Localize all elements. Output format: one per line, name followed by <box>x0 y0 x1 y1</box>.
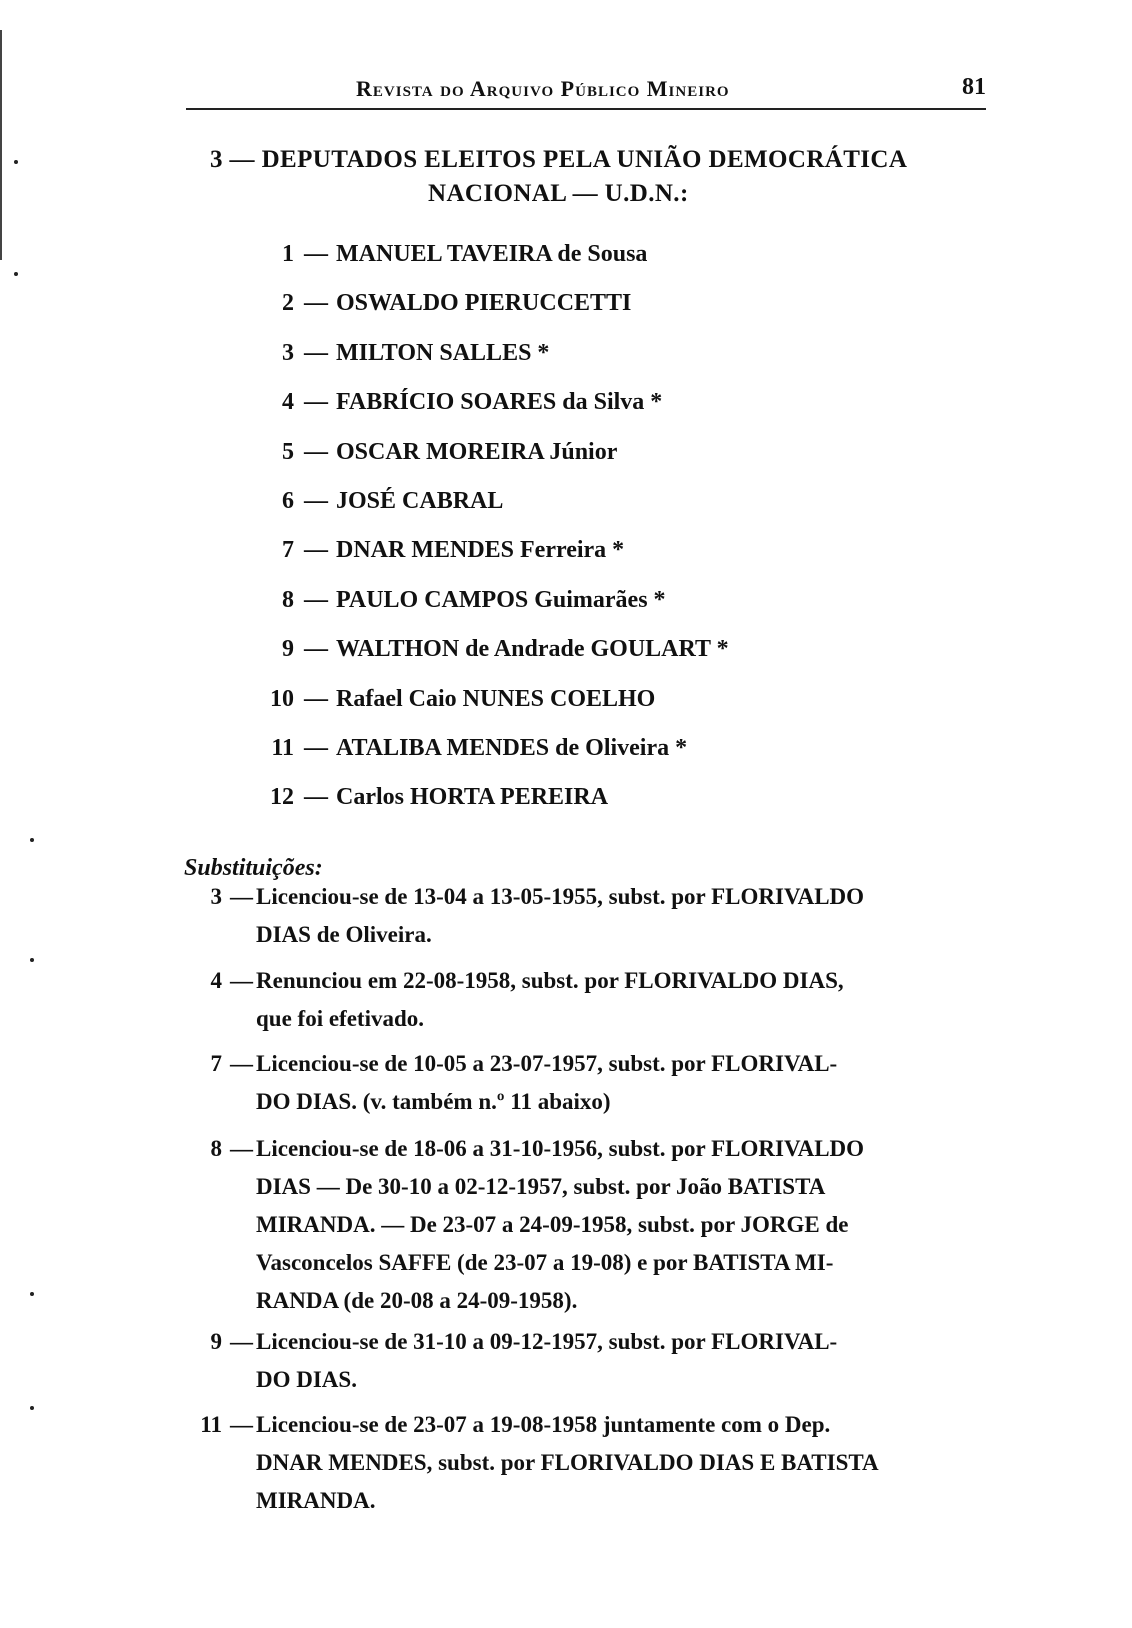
substitution-number: 7 <box>210 1051 222 1076</box>
deputy-item <box>258 683 858 732</box>
deputy-number: 1 <box>282 241 294 267</box>
dash: — <box>304 685 328 712</box>
deputy-name: Rafael Caio NUNES COELHO <box>336 685 656 712</box>
deputy-name: OSWALDO PIERUCCETTI <box>336 290 632 317</box>
deputy-list <box>258 238 858 831</box>
deputy-number: 5 <box>282 438 294 465</box>
substitution-line: Licenciou-se de 23-07 a 19-08-1958 juntamente com o Dep. <box>256 1412 831 1437</box>
deputy-item <box>258 287 858 336</box>
dash: — <box>304 586 328 613</box>
substitution-line: Renunciou em 22-08-1958, subst. por FLORIVALDO DIAS, <box>256 968 844 993</box>
substitution-line: Licenciou-se de 31-10 a 09-12-1957, subst. por FLORIVAL- <box>256 1329 838 1354</box>
substitution-number: 11 <box>200 1412 222 1437</box>
deputy-item <box>258 534 858 583</box>
substitution-line: MIRANDA. — De 23-07 a 24-09-1958, subst. por JORGE de <box>256 1212 849 1237</box>
scan-speck <box>30 1292 34 1296</box>
substitution-text <box>256 1323 978 1399</box>
deputy-item <box>258 584 858 633</box>
dash: — <box>230 968 253 993</box>
dash: — <box>304 290 328 317</box>
deputy-number: 4 <box>282 389 294 416</box>
substitution-line: DNAR MENDES, subst. por FLORIVALDO DIAS E BATISTA <box>256 1450 879 1475</box>
deputy-name: MANUEL TAVEIRA de Sousa <box>336 241 648 267</box>
margin-scan-line <box>0 30 2 260</box>
deputy-number: 2 <box>282 290 294 317</box>
deputy-name: DNAR MENDES Ferreira * <box>336 537 625 564</box>
substitution-text <box>256 1130 978 1320</box>
dash: — <box>230 1136 253 1161</box>
deputy-item <box>258 633 858 682</box>
deputy-name: FABRÍCIO SOARES da Silva * <box>336 389 663 416</box>
deputy-name: Carlos HORTA PEREIRA <box>336 784 609 811</box>
deputy-item <box>258 485 858 534</box>
dash: — <box>230 1412 253 1437</box>
substitution-line: Licenciou-se de 10-05 a 23-07-1957, subst. por FLORIVAL- <box>256 1051 838 1076</box>
deputy-item <box>258 386 858 435</box>
substitution-text <box>256 962 978 1038</box>
deputy-number: 8 <box>282 586 294 613</box>
substitution-text <box>256 878 978 954</box>
substitution-line: Licenciou-se de 18-06 a 31-10-1956, subst. por FLORIVALDO <box>256 1136 865 1161</box>
substitution-line: DIAS — De 30-10 a 02-12-1957, subst. por João BATISTA <box>256 1174 826 1199</box>
deputy-name: JOSÉ CABRAL <box>336 487 504 514</box>
journal-title: Revista do Arquivo Público Mineiro <box>356 76 730 101</box>
deputy-number: 11 <box>271 734 294 761</box>
deputy-item <box>258 238 858 287</box>
substitution-number: 9 <box>210 1329 222 1354</box>
deputy-name: ATALIBA MENDES de Oliveira * <box>336 734 688 761</box>
dash: — <box>304 734 328 761</box>
deputy-item <box>258 732 858 781</box>
section-heading <box>210 143 970 211</box>
dash: — <box>304 784 328 811</box>
section-heading-line-2: NACIONAL — U.D.N.: <box>428 180 689 207</box>
deputy-number: 12 <box>270 784 294 811</box>
deputy-number: 7 <box>282 537 294 564</box>
scan-speck <box>14 160 18 164</box>
section-heading-line-1: 3 — DEPUTADOS ELEITOS PELA UNIÃO DEMOCRÁTICA <box>210 146 908 173</box>
dash: — <box>304 438 328 465</box>
substitution-line: DIAS de Oliveira. <box>256 922 432 947</box>
scan-speck <box>30 838 34 842</box>
deputy-name: WALTHON de Andrade GOULART * <box>336 636 729 663</box>
deputy-name: PAULO CAMPOS Guimarães * <box>336 586 666 613</box>
substitution-line: Vasconcelos SAFFE (de 23-07 a 19-08) e por BATISTA MI- <box>256 1250 834 1275</box>
dash: — <box>304 537 328 564</box>
dash: — <box>304 241 328 267</box>
substitution-text <box>256 1045 978 1121</box>
deputy-name: MILTON SALLES * <box>336 339 550 366</box>
deputy-number: 10 <box>270 685 294 712</box>
substitution-line: Licenciou-se de 13-04 a 13-05-1955, subst. por FLORIVALDO <box>256 884 865 909</box>
dash: — <box>230 1051 253 1076</box>
deputy-item <box>258 337 858 386</box>
running-header <box>186 76 986 106</box>
substitution-line: MIRANDA. <box>256 1488 376 1513</box>
substitution-line: RANDA (de 20-08 a 24-09-1958). <box>256 1288 578 1313</box>
deputy-item <box>258 436 858 485</box>
substitutions-heading: Substituições: <box>184 855 323 881</box>
dash: — <box>304 636 328 663</box>
substitution-line: que foi efetivado. <box>256 1006 425 1031</box>
dash: — <box>230 884 253 909</box>
substitution-text <box>256 1406 978 1520</box>
scan-speck <box>30 958 34 962</box>
dash: — <box>304 339 328 366</box>
substitution-number: 8 <box>210 1136 222 1161</box>
substitution-line: DO DIAS. (v. também n.º 11 abaixo) <box>256 1089 611 1114</box>
substitution-number: 4 <box>210 968 222 993</box>
scan-speck <box>30 1406 34 1410</box>
deputy-item <box>258 781 858 830</box>
header-rule <box>186 108 986 110</box>
deputy-number: 6 <box>282 487 294 514</box>
substitution-number: 3 <box>210 884 222 909</box>
page-number: 81 <box>962 74 986 100</box>
deputy-number: 9 <box>282 636 294 663</box>
dash: — <box>304 389 328 416</box>
dash: — <box>230 1329 253 1354</box>
deputy-name: OSCAR MOREIRA Júnior <box>336 438 618 465</box>
substitution-line: DO DIAS. <box>256 1367 357 1392</box>
scan-speck <box>14 272 18 276</box>
dash: — <box>304 487 328 514</box>
deputy-number: 3 <box>282 339 294 366</box>
